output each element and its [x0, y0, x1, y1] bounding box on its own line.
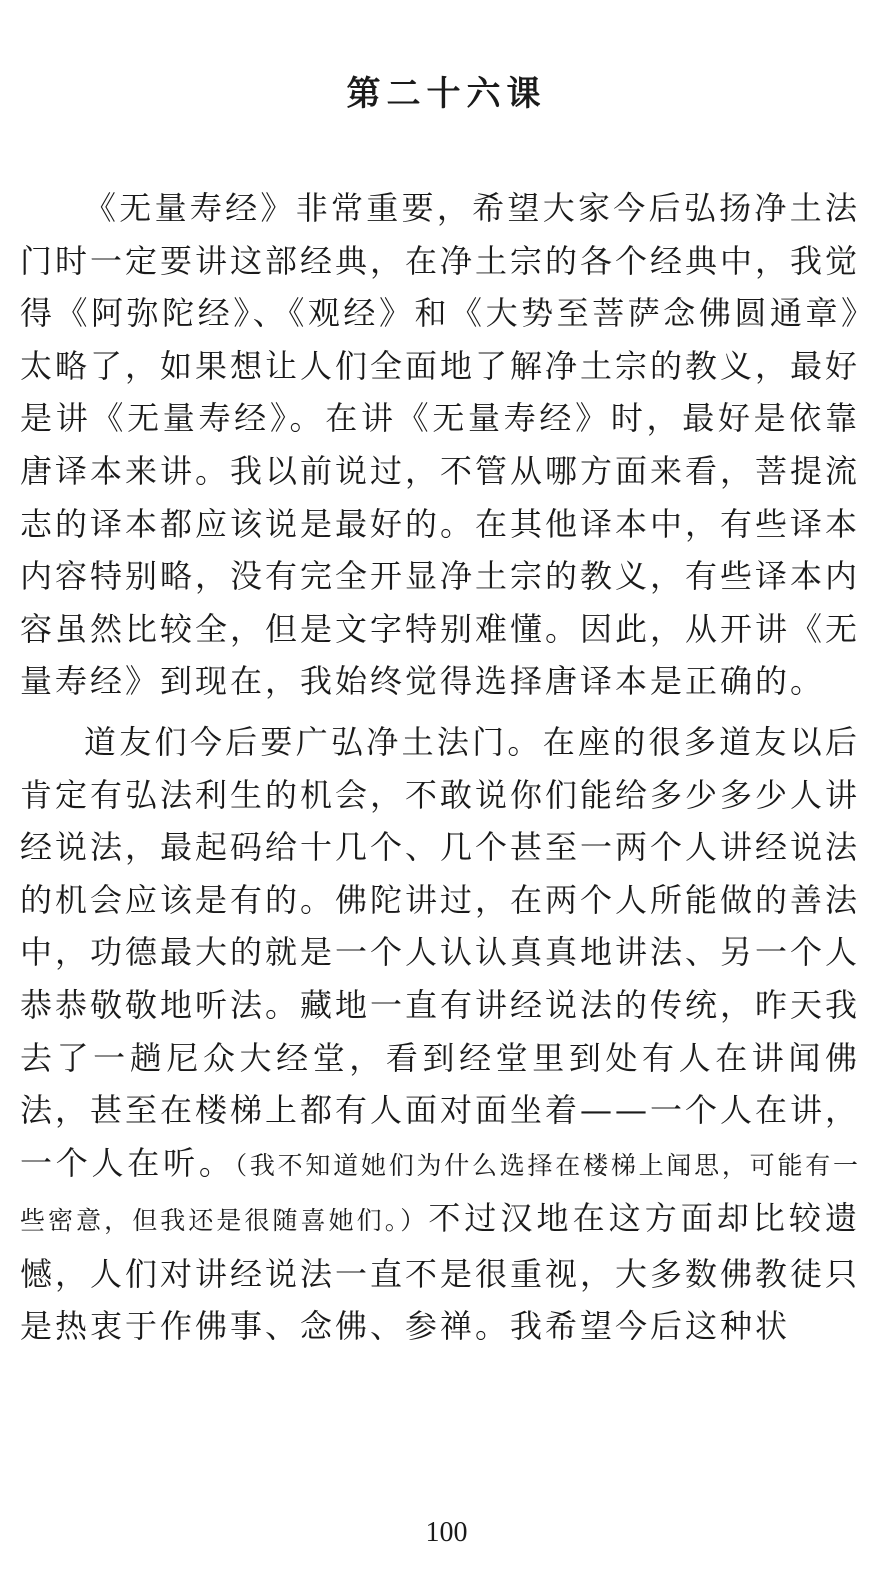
paragraph-2 — [20, 716, 860, 1353]
paragraph-1: 《无量寿经》非常重要，希望大家今后弘扬净土法门时一定要讲这部经典，在净土宗的各个经典中，我觉得《阿弥陀经》、《观经》和《大势至菩萨念佛圆通章》太略了，如果想让人们全面地了解净土宗的教义，最好是讲《无量寿经》。在讲《无量寿经》时，最好是依靠唐译本来讲。我以前说过，不管从哪方面来看，菩提流志的译本都应该说是最好的。在其他译本中，有些译本内容特别略，没有完全开显净土宗的教义，有些译本内容虽然比较全，但是文字特别难懂。因此，从开讲《无量寿经》到现在，我始终觉得选择唐译本是正确的。 — [20, 189, 861, 701]
page-number: 100 — [425, 1517, 468, 1548]
paragraph-2-text: 道友们今后要广弘净土法门。在座的很多道友以后肯定有弘法利生的机会，不敢说你们能给多少多少人讲经说法，最起码给十几个、几个甚至一两个人讲经说法的机会应该是有的。佛陀讲过，在两个人所能做的善法中，功德最大的就是一个人认认真真地讲法、另一个人恭恭敬敬地听法。藏地一直有讲经说法的传统，昨天我去了一趟尼众大经堂，看到经堂里到处有人在讲闻佛法，甚至在楼梯上都有人面对面坐着——一个人在讲，一个人在听。 — [20, 722, 861, 1182]
lesson-title: 第二十六课 — [346, 74, 547, 114]
parenthetical-note: （我不知道她们为什么选择在楼梯上闻思，可能有一些密意，但我还是很随喜她们。） — [20, 1150, 860, 1236]
paragraph-2-continuation: 不过汉地在这方面却比较遗憾，人们对讲经说法一直不是很重视，大多数佛教徒只是热衷于作佛事、念佛、参禅。我希望今后这种状 — [20, 1199, 861, 1346]
body-text — [20, 182, 860, 1361]
